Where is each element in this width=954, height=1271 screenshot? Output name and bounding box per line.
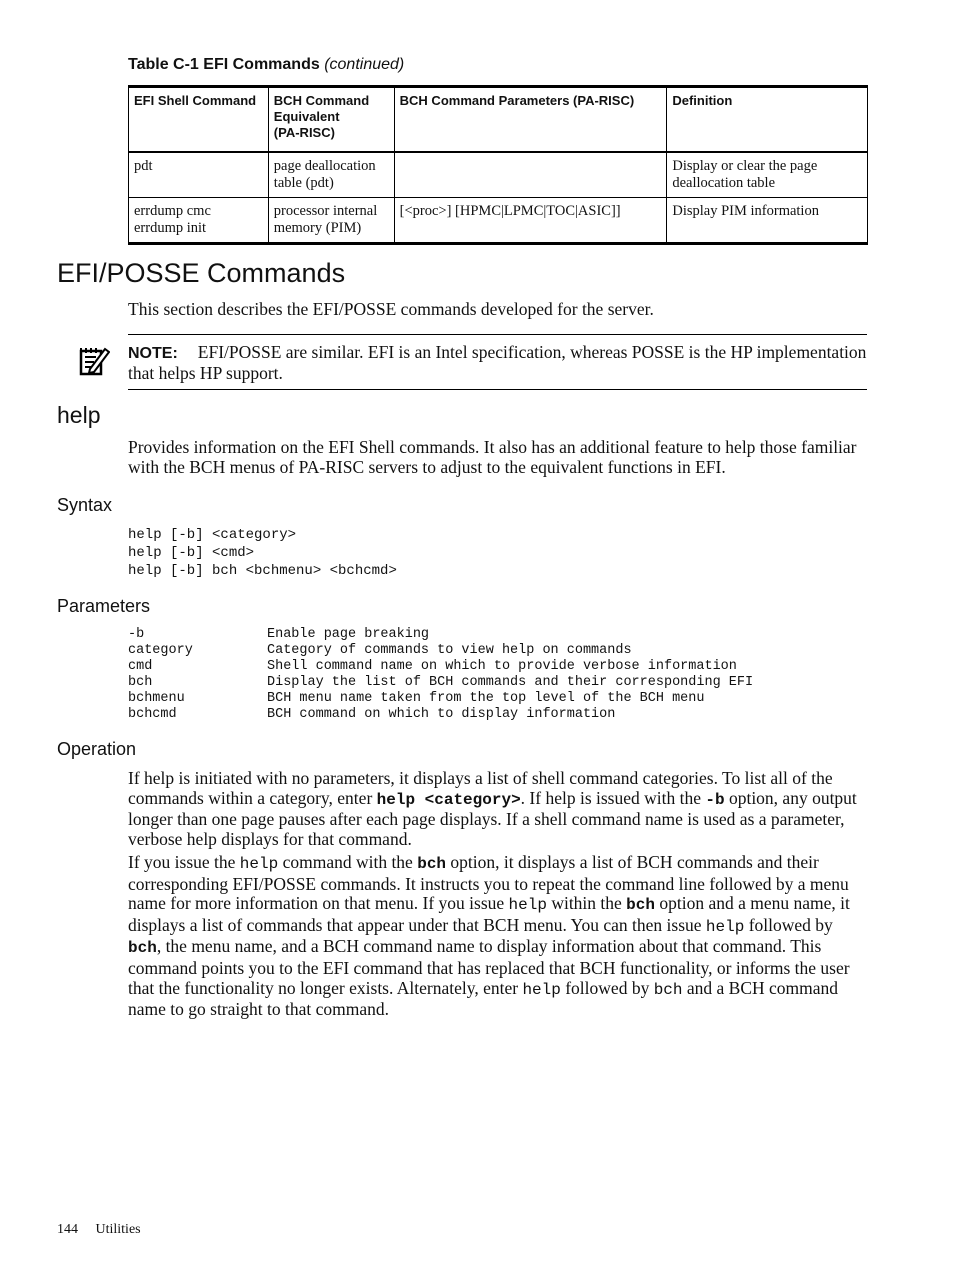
section-intro: This section describes the EFI/POSSE commands developed for the server. bbox=[128, 299, 654, 319]
parameters-heading: Parameters bbox=[57, 596, 151, 616]
syntax-code-block bbox=[128, 526, 397, 580]
note-label: NOTE: bbox=[128, 345, 178, 362]
header-line: (PA-RISC) bbox=[273, 125, 335, 140]
operation-paragraph-2: If you issue the help command with the bch option, it displays a list of BCH commands and their corresponding EFI/POSSE commands. It instructs you to repeat the command line followed by a menu name for more information on that menu. If you issue help within the bch option and a menu name, it displays a list of commands that appear under that BCH menu. You can then issue help followed by bch, the menu name, and a BCH command name to display information about that command. This command points you to the EFI command that has replaced that BCH functionality, or informs the user that the functionality no longer exists. Alternately, enter help followed by bch and a BCH command name to go straight to that command. bbox=[128, 852, 850, 1020]
header-line: BCH Command bbox=[273, 93, 370, 108]
cell-bch-equivalent: processor internal memory (PIM) bbox=[268, 198, 394, 244]
table-row bbox=[129, 198, 868, 244]
note-content bbox=[128, 343, 867, 383]
inline-code: bch bbox=[626, 896, 655, 915]
parameter-name: bch bbox=[128, 675, 153, 690]
table-caption-title: Table C-1 EFI Commands bbox=[128, 56, 320, 73]
parameter-desc: Shell command name on which to provide verbose information bbox=[267, 659, 737, 674]
page-footer bbox=[57, 1222, 141, 1238]
syntax-line: help [-b] bch <bchmenu> <bchcmd> bbox=[128, 563, 397, 579]
parameter-name: cmd bbox=[128, 659, 153, 674]
inline-code: help bbox=[522, 980, 561, 999]
page-number: 144 bbox=[57, 1222, 78, 1237]
inline-code: help bbox=[508, 896, 547, 915]
cell-bch-parameters bbox=[394, 152, 667, 198]
header-definition: Definition bbox=[667, 87, 868, 153]
syntax-line: help [-b] <category> bbox=[128, 527, 297, 543]
parameter-row bbox=[128, 675, 753, 691]
inline-code: help <category> bbox=[376, 790, 521, 809]
cell-bch-parameters: [<proc>] [HPMC|LPMC|TOC|ASIC]] bbox=[394, 198, 667, 244]
header-bch-command-parameters: BCH Command Parameters (PA-RISC) bbox=[394, 87, 667, 153]
parameter-row bbox=[128, 627, 753, 643]
header-bch-command-equivalent bbox=[268, 87, 394, 153]
cell-definition: Display PIM information bbox=[667, 198, 868, 244]
parameter-row bbox=[128, 643, 753, 659]
note-pencil-icon bbox=[78, 345, 110, 377]
parameter-name: bchmenu bbox=[128, 691, 185, 706]
parameter-desc: Enable page breaking bbox=[267, 627, 430, 642]
syntax-heading: Syntax bbox=[57, 495, 113, 515]
parameter-desc: BCH menu name taken from the top level of the BCH menu bbox=[267, 691, 705, 706]
parameter-row bbox=[128, 659, 753, 675]
parameter-desc: Category of commands to view help on commands bbox=[267, 643, 632, 658]
note-text: EFI/POSSE are similar. EFI is an Intel specification, whereas POSSE is the HP implementation that helps HP support. bbox=[128, 342, 867, 383]
inline-code: bch bbox=[653, 980, 683, 999]
inline-code: help bbox=[705, 917, 745, 936]
cell-definition: Display or clear the page deallocation table bbox=[667, 152, 868, 198]
parameter-name: bchcmd bbox=[128, 707, 177, 722]
header-line: Equivalent bbox=[273, 109, 340, 124]
header-efi-shell-command: EFI Shell Command bbox=[129, 87, 269, 153]
help-description: Provides information on the EFI Shell commands. It also has an additional feature to help those familiar with the BCH menus of PA-RISC servers to adjust to the equivalent functions in EFI. bbox=[128, 437, 857, 477]
table-caption bbox=[128, 56, 404, 74]
parameters-list bbox=[128, 627, 753, 723]
parameter-name: -b bbox=[128, 627, 145, 642]
parameter-name: category bbox=[128, 643, 193, 658]
cell-bch-equivalent: page deallocation table (pdt) bbox=[268, 152, 394, 198]
parameter-desc: BCH command on which to display information bbox=[267, 707, 616, 722]
parameter-row bbox=[128, 691, 753, 707]
note-box bbox=[128, 334, 867, 390]
cell-efi-command: errdump cmc errdump init bbox=[129, 198, 269, 244]
operation-heading: Operation bbox=[57, 739, 137, 759]
efi-commands-table bbox=[128, 85, 868, 245]
parameter-desc: Display the list of BCH commands and their corresponding EFI bbox=[267, 675, 754, 690]
chapter-name: Utilities bbox=[95, 1222, 141, 1237]
table-header-row bbox=[129, 87, 868, 153]
table-row bbox=[129, 152, 868, 198]
cell-efi-command: pdt bbox=[129, 152, 269, 198]
inline-code: help bbox=[239, 855, 279, 873]
inline-code: bch bbox=[417, 855, 447, 873]
inline-code: -b bbox=[705, 790, 725, 809]
section-title: EFI/POSSE Commands bbox=[57, 258, 346, 288]
syntax-line: help [-b] <cmd> bbox=[128, 545, 255, 561]
table-caption-continued: (continued) bbox=[324, 56, 405, 73]
operation-paragraph-1: If help is initiated with no parameters, it displays a list of shell command categories. To list all of the commands within a category, enter help <category>. If help is issued with the -b option, any output longer than one page pauses after each page displays. If a shell command name is used as a parameter, verbose help displays for that command. bbox=[128, 768, 857, 849]
help-heading: help bbox=[57, 402, 101, 428]
inline-code: bch bbox=[128, 939, 157, 958]
parameter-row bbox=[128, 707, 753, 723]
